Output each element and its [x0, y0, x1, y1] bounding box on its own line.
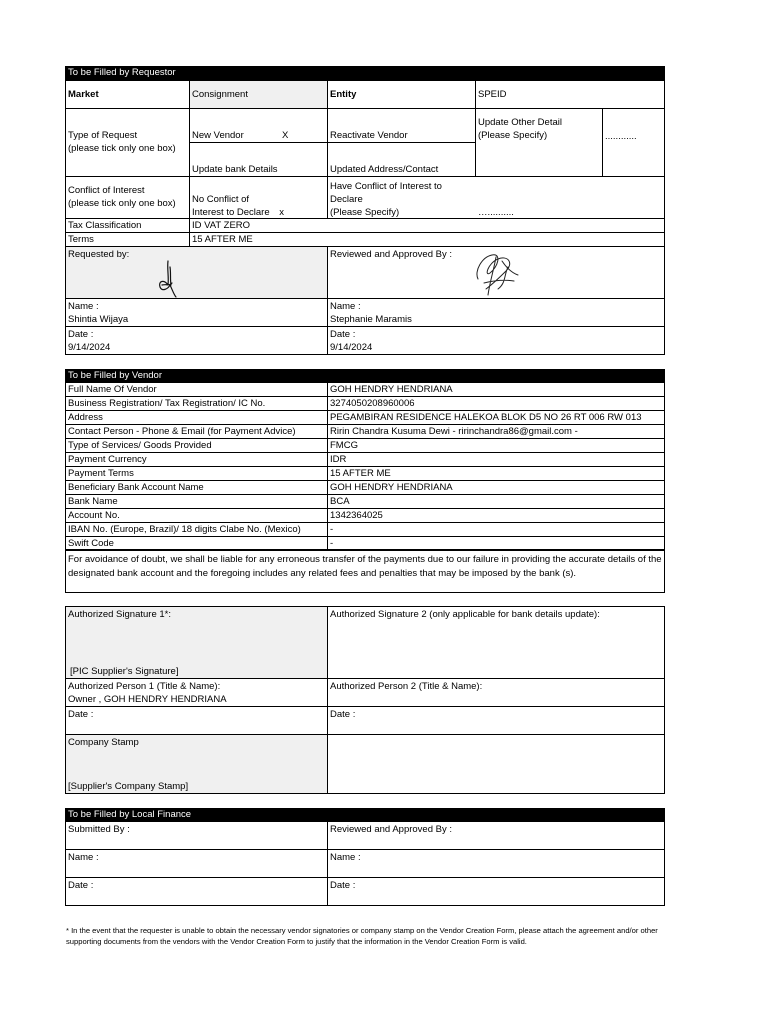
- auth-signature-1-cell: [65, 606, 328, 679]
- auth-person-1-cell: [65, 678, 328, 707]
- reviewer-name-label: Name :: [330, 301, 361, 312]
- have-conflict-dots: …..........: [478, 207, 514, 218]
- new-vendor-mark: X: [282, 130, 289, 141]
- reviewer-date-label: Date :: [330, 329, 356, 340]
- type-of-request-hint: (please tick only one box): [68, 143, 176, 154]
- reviewer-date-value: 9/14/2024: [330, 342, 373, 353]
- pic-signature-label: [PIC Supplier's Signature]: [70, 666, 179, 677]
- auth-person-2-label: Authorized Person 2 (Title & Name):: [330, 681, 483, 692]
- auth-signature-2-label: Authorized Signature 2 (only applicable for bank details update):: [330, 609, 600, 620]
- company-stamp-area: [327, 734, 665, 794]
- vendor-field-label: Business Registration/ Tax Registration/ IC No.: [65, 396, 328, 411]
- vendor-field-value: GOH HENDRY HENDRIANA: [327, 480, 665, 495]
- vendor-field-value: 1342364025: [327, 508, 665, 523]
- vendor-field-label: IBAN No. (Europe, Brazil)/ 18 digits Clabe No. (Mexico): [65, 522, 328, 537]
- updated-address-option[interactable]: Updated Address/Contact: [327, 142, 476, 177]
- vendor-field-label: Full Name Of Vendor: [65, 382, 328, 397]
- reviewed-by-cell: [327, 246, 665, 299]
- auth-signature-2-cell: [327, 606, 665, 679]
- auth-date-2-cell: Date :: [327, 706, 665, 735]
- supplier-stamp-label: [Supplier's Company Stamp]: [68, 781, 189, 792]
- entity-label: Entity: [327, 80, 476, 109]
- auth-person-2-cell: [327, 678, 665, 707]
- reviewer-date-cell: [327, 326, 665, 355]
- finance-header: To be Filled by Local Finance: [65, 808, 665, 822]
- have-conflict-hint: (Please Specify): [330, 207, 400, 218]
- vendor-field-value: Ririn Chandra Kusuma Dewi - ririnchandra86@gmail.com -: [327, 424, 665, 439]
- reviewer-name-value: Stephanie Maramis: [330, 314, 412, 325]
- vendor-field-label: Bank Name: [65, 494, 328, 509]
- finance-reviewed-by-cell: Reviewed and Approved By :: [327, 821, 665, 850]
- have-conflict-option[interactable]: [327, 176, 665, 219]
- no-conflict-label-2: Interest to Declare: [192, 207, 270, 218]
- vendor-field-label: Payment Terms: [65, 466, 328, 481]
- terms-value: 15 AFTER ME: [189, 232, 665, 247]
- type-of-request-label: Type of Request: [68, 130, 138, 141]
- auth-person-1-label: Authorized Person 1 (Title & Name):: [68, 681, 221, 692]
- market-label: Market: [65, 80, 190, 109]
- have-conflict-label-2: Declare: [330, 194, 363, 205]
- vendor-field-label: Type of Services/ Goods Provided: [65, 438, 328, 453]
- update-other-specify[interactable]: [602, 108, 665, 177]
- update-other-label: Update Other Detail: [478, 117, 562, 128]
- update-other-option[interactable]: [475, 108, 603, 177]
- vendor-field-value: -: [327, 536, 665, 551]
- requester-date-value: 9/14/2024: [68, 342, 111, 353]
- vendor-field-value: IDR: [327, 452, 665, 467]
- vendor-field-label: Swift Code: [65, 536, 328, 551]
- tax-classification-label: Tax Classification: [65, 218, 190, 233]
- auth-signature-1-label: Authorized Signature 1*:: [68, 609, 171, 620]
- requested-by-label: Requested by:: [68, 249, 130, 260]
- vendor-header: To be Filled by Vendor: [65, 369, 665, 383]
- requestor-header: To be Filled by Requestor: [65, 66, 665, 80]
- no-conflict-label-1: No Conflict of: [192, 194, 250, 205]
- vendor-field-value: 15 AFTER ME: [327, 466, 665, 481]
- reactivate-vendor-option[interactable]: Reactivate Vendor: [327, 108, 476, 143]
- market-value: Consignment: [189, 80, 328, 109]
- reviewed-by-label: Reviewed and Approved By :: [330, 249, 452, 260]
- conflict-of-interest-cell: [65, 176, 190, 219]
- requester-name-cell: [65, 298, 328, 327]
- no-conflict-mark: x: [279, 207, 285, 218]
- requester-name-value: Shintia Wijaya: [68, 314, 129, 325]
- requested-by-cell: [65, 246, 328, 299]
- vendor-field-value: -: [327, 522, 665, 537]
- new-vendor-label: New Vendor: [192, 130, 244, 141]
- reviewer-signature: [468, 249, 524, 299]
- vendor-field-value: 3274050208960006: [327, 396, 665, 411]
- finance-name-2-cell: Name :: [327, 849, 665, 878]
- type-of-request-cell: [65, 108, 190, 177]
- requester-date-label: Date :: [68, 329, 94, 340]
- vendor-field-label: Address: [65, 410, 328, 425]
- tax-classification-value: ID VAT ZERO: [189, 218, 665, 233]
- vendor-field-value: PEGAMBIRAN RESIDENCE HALEKOA BLOK D5 NO 26 RT 006 RW 013: [327, 410, 665, 425]
- update-other-dots: ............: [605, 131, 637, 142]
- update-other-hint: (Please Specify): [478, 130, 548, 141]
- finance-date-2-cell: Date :: [327, 877, 665, 906]
- vendor-field-label: Account No.: [65, 508, 328, 523]
- new-vendor-option[interactable]: [189, 108, 328, 143]
- auth-person-1-value: Owner , GOH HENDRY HENDRIANA: [68, 694, 227, 705]
- have-conflict-label-1: Have Conflict of Interest to: [330, 181, 442, 192]
- company-stamp-label: Company Stamp: [68, 737, 139, 748]
- requester-date-cell: [65, 326, 328, 355]
- vendor-disclaimer: For avoidance of doubt, we shall be liable for any erroneous transfer of the payments due to our failure in providing the accurate details of the designated bank account and the foregoing includes any related fees and penalties that may be imposed by the bank (s).: [65, 549, 665, 593]
- finance-name-1-cell: Name :: [65, 849, 328, 878]
- reviewer-name-cell: [327, 298, 665, 327]
- terms-label: Terms: [65, 232, 190, 247]
- conflict-of-interest-hint: (please tick only one box): [68, 198, 176, 209]
- vendor-field-value: BCA: [327, 494, 665, 509]
- update-bank-option[interactable]: Update bank Details: [189, 142, 328, 177]
- auth-date-1-cell: Date :: [65, 706, 328, 735]
- vendor-field-label: Contact Person - Phone & Email (for Payment Advice): [65, 424, 328, 439]
- footnote: * In the event that the requester is unable to obtain the necessary vendor signatories or company stamp on the Vendor Creation Form, please attach the agreement and/or other supporting documents from the vendors with the Vendor Creation Form to justify that the information in the Vendor Creation Form is valid.: [66, 926, 658, 946]
- company-stamp-cell: [65, 734, 328, 794]
- vendor-field-label: Beneficiary Bank Account Name: [65, 480, 328, 495]
- requester-name-label: Name :: [68, 301, 99, 312]
- finance-date-1-cell: Date :: [65, 877, 328, 906]
- entity-value: SPEID: [475, 80, 665, 109]
- vendor-field-value: GOH HENDRY HENDRIANA: [327, 382, 665, 397]
- conflict-of-interest-label: Conflict of Interest: [68, 185, 145, 196]
- vendor-field-value: FMCG: [327, 438, 665, 453]
- requester-signature: [154, 259, 184, 299]
- no-conflict-option[interactable]: [189, 176, 328, 219]
- vendor-field-label: Payment Currency: [65, 452, 328, 467]
- submitted-by-cell: Submitted By :: [65, 821, 328, 850]
